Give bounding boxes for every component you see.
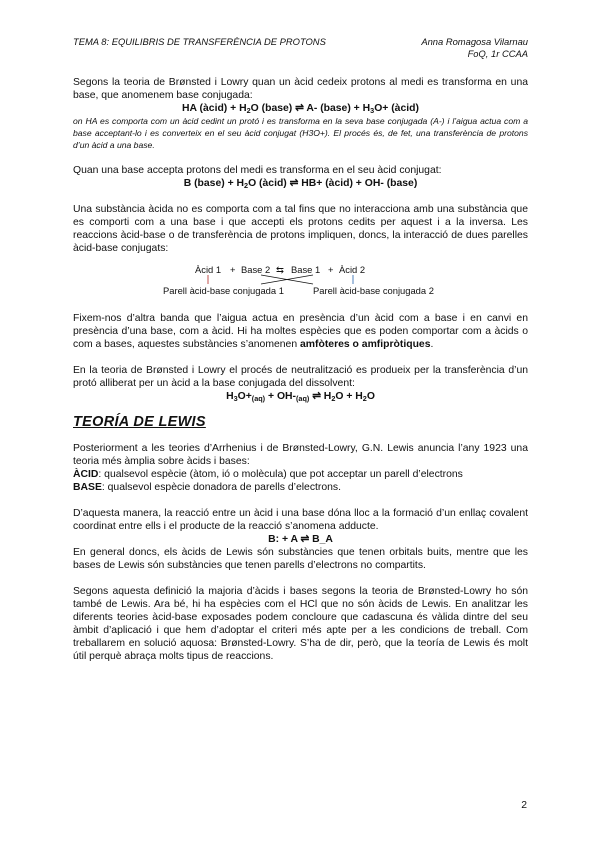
diagram-plus1: + bbox=[230, 264, 236, 275]
amphoteric-paragraph: Fixem-nos d’altra banda que l’aigua actua en presència d’un àcid com a base i en canvi en presència d’una base, com a àcid. Hi ha moltes espècies que es poden comportar com a àcids o com a bases, aquestes substàncies s’anomenen amfòteres o amfipròtiques. bbox=[73, 313, 528, 350]
neutralization-paragraph: En la teoria de Brønsted i Lowry el procés de neutralització es produeix per la transferència d’un protó alliberat per un àcid a la base conjugada del dissolvent: bbox=[73, 365, 528, 389]
diagram-acid2: Àcid 2 bbox=[339, 264, 366, 275]
lewis-base-term: BASE bbox=[73, 482, 102, 493]
page-content bbox=[73, 76, 528, 663]
equation-acid-dissociation: HA (àcid) + $H_2O$ (base) ⇌ A- (base) + $H_3O+$ (àcid) bbox=[182, 103, 419, 115]
equation-adduct: B: + A ⇌ B_A bbox=[268, 534, 333, 545]
adduct-paragraph: D’aquesta manera, la reacció entre un àcid i una base dóna lloc a la formació d’un enllaç covalent coordinat entre ells i el producte de la reacció s’anomena adducte. bbox=[73, 508, 528, 532]
conjugate-pairs-diagram bbox=[73, 263, 528, 299]
equation-note: on HA es comporta com un àcid cedint un protó i es transforma en la seva base conjugada (A-) i l’aigua actua com a base acceptant-lo i es converteix en el seu àcid conjugat (H3O+). El procés és, de fet, una transferència de protons d’un àcid a una base. bbox=[73, 116, 528, 150]
lewis-acid-term: ÀCID bbox=[73, 469, 99, 480]
diagram-pair1-label: Parell àcid-base conjugada 1 bbox=[163, 285, 284, 296]
lewis-acid-definition: ÀCID: qualsevol espècie (àtom, ió o molècula) que pot acceptar un parell d’electrons bbox=[73, 469, 463, 480]
section-title-lewis: TEORÍA DE LEWIS bbox=[73, 414, 206, 430]
header-course: FoQ, 1r CCAA bbox=[467, 48, 528, 59]
diagram-pair2-label: Parell àcid-base conjugada 2 bbox=[313, 285, 434, 296]
amphoteric-term: amfòteres o amfipròtiques bbox=[300, 339, 431, 350]
diagram-acid1: Àcid 1 bbox=[195, 264, 222, 275]
diagram-equilibrium-arrow: ⇆ bbox=[276, 264, 284, 275]
base-intro: Quan una base accepta protons del medi es transforma en el seu àcid conjugat: bbox=[73, 165, 442, 176]
diagram-plus2: + bbox=[328, 264, 334, 275]
header-topic: TEMA 8: EQUILIBRIS DE TRANSFERÈNCIA DE PROTONS bbox=[73, 36, 326, 47]
equation-base-protonation: B (base) + $H_2O$ (àcid) ⇌ HB+ (àcid) + OH- (base) bbox=[183, 178, 418, 190]
diagram-base1: Base 1 bbox=[291, 264, 321, 275]
lewis-base-definition: BASE: qualsevol espècie donadora de parells d’electrons. bbox=[73, 482, 342, 493]
equation-neutralization: $H_3O+_{(aq)} + OH-_{(aq)}$ ⇌ $H_2O + H_2O$ bbox=[226, 391, 375, 403]
lewis-general-paragraph: En general doncs, els àcids de Lewis són substàncies que tenen orbitals buits, mentre que les bases de Lewis són substàncies que tenen parells d’electrons no compartits. bbox=[73, 547, 528, 571]
acid-base-interaction-paragraph: Una substància àcida no es comporta com a tal fins que no interacciona amb una substància que es comporti com a una base i que accepti els protons cedits per aquest i a la inversa. Les reaccions àcid-base o de transferència de protons impliquen, doncs, la interacció de dues parelles àcid-base conjugats: bbox=[73, 204, 528, 254]
header-author-block bbox=[421, 36, 528, 60]
page-number: 2 bbox=[521, 800, 527, 811]
bronsted-intro: Segons la teoria de Brønsted i Lowry quan un àcid cedeix protons al medi es transforma en una base, que anomenem base conjugada: bbox=[73, 77, 528, 101]
lewis-intro: Posteriorment a les teories d’Arrhenius i de Brønsted-Lowry, G.N. Lewis anuncia l’any 1923 una teoria més àmplia sobre àcids i bases: bbox=[73, 443, 528, 467]
diagram-base2: Base 2 bbox=[241, 264, 271, 275]
header-author: Anna Romagosa Vilarnau bbox=[421, 36, 528, 47]
conclusion-paragraph: Segons aquesta definició la majoria d’àcids i bases segons la teoria de Brønsted-Lowry ho són també de Lewis. Ara bé, hi ha espècies com el HCl que no són àcids de Lewis. En analitzar les diferents teories àcid-base exposades podem concloure que cadascuna és vàlida dintre del seu àmbit d’aplicació i que hem d’adoptar el criteri més apte per a les condicions de treball. Com treballarem en solució aquosa: Brønsted-Lowry. S’ha de dir, però, que la teoría de Lewis és molt útil perquè abraça molts tipus de reaccions. bbox=[73, 586, 528, 662]
